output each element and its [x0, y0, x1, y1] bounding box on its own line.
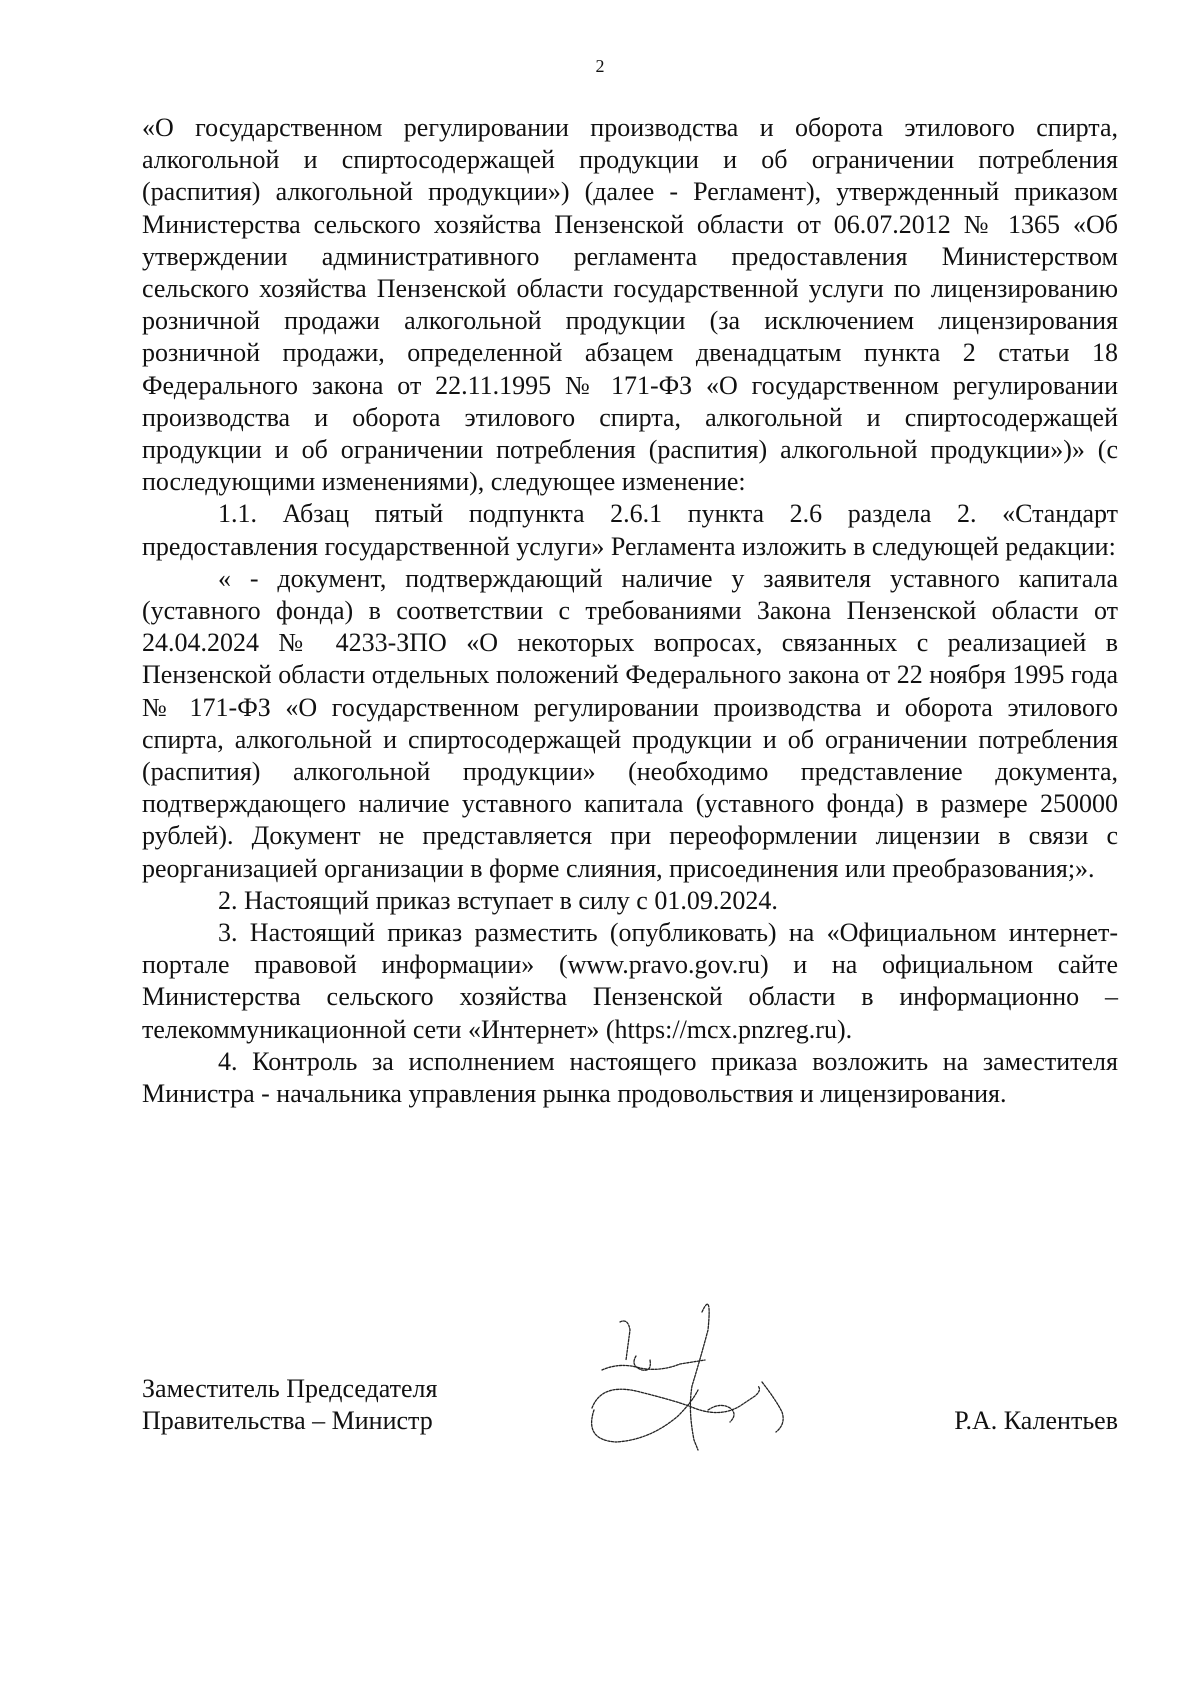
paragraph-2: 2. Настоящий приказ вступает в силу с 01.09.2024. [218, 885, 778, 915]
handwritten-signature [580, 1290, 860, 1470]
paragraph-4: 4. Контроль за исполнением настоящего приказа возложить на заместителя Министра - начальника управления рынка продовольствия и лицензирования. [142, 1046, 1118, 1109]
signer-position [142, 1373, 437, 1437]
paragraph-new-wording: « - документ, подтверждающий наличие у заявителя уставного капитала (уставного фонда) в соответствии с требованиями Закона Пензенской области от 24.04.2024 № 4233-ЗПО «О некоторых вопросах, связанных с реализацией в Пензенской области отдельных положений Федерального закона от 22 ноября 1995 года № 171-ФЗ «О государственном регулировании производства и оборота этилового спирта, алкогольной и спиртосодержащей продукции и об ограничении потребления (распития) алкогольной продукции» (необходимо представление документа, подтверждающего наличие уставного капитала (уставного фонда) в размере 250000 рублей). Документ не представляется при переоформлении лицензии в связи с реорганизацией организации в форме слияния, присоединения или преобразования;». [142, 563, 1118, 883]
signer-position-line-1: Заместитель Председателя [142, 1374, 438, 1403]
signer-name: Р.А. Калентьев [954, 1406, 1118, 1435]
paragraph-1-1: 1.1. Абзац пятый подпункта 2.6.1 пункта 2.6 раздела 2. «Стандарт предоставления государственной услуги» Регламента изложить в следующей редакции: [142, 499, 1118, 561]
page-number: 2 [595, 56, 605, 76]
document-body [142, 112, 1118, 1110]
paragraph-regulation-continuation: «О государственном регулировании производства и оборота этилового спирта, алкогольной и спиртосодержащей продукции и об ограничении потребления (распития) алкогольной продукции») (далее - Регламент), утвержденный приказом Министерства сельского хозяйства Пензенской области от 06.07.2012 № 1365 «Об утверждении административного регламента предоставления Министерством сельского хозяйства Пензенской области государственной услуги по лицензированию розничной продажи алкогольной продукции (за исключением лицензирования розничной продажи, определенной абзацем двенадцатым пункта 2 статьи 18 Федерального закона от 22.11.1995 № 171-ФЗ «О государственном регулировании производства и оборота этилового спирта, алкогольной и спиртосодержащей продукции и об ограничении потребления (распития) алкогольной продукции»)» (с последующими изменениями), следующее изменение: [142, 113, 1118, 497]
signer-position-line-2: Правительства – Министр [142, 1406, 433, 1435]
paragraph-3: 3. Настоящий приказ разместить (опубликовать) на «Официальном интернет-портале правовой информации» (www.pravo.gov.ru) и на официальном сайте Министерства сельского хозяйства Пензенской области в информационно – телекоммуникационной сети «Интернет» (https://mcx.pnzreg.ru). [142, 918, 1118, 1044]
